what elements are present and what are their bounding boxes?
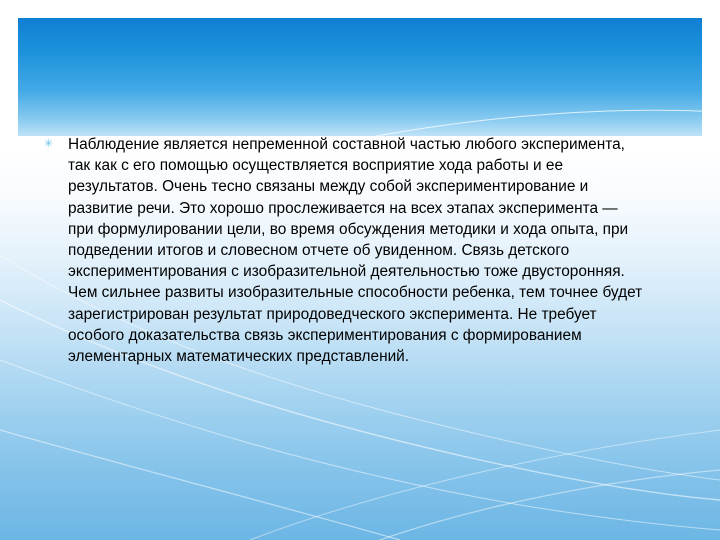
content-area — [44, 134, 644, 367]
wave-line — [0, 430, 400, 540]
asterisk-bullet-icon: ✳ — [44, 137, 54, 150]
body-text: Наблюдение является непременной составной частью любого эксперимента, так как с его помощью осуществляется восприятие хода работы и ее результатов. Очень тесно связаны между собой экспериментирование и развитие речи. Это хорошо прослеживается на всех этапах эксперимента — при формулировании цели, во время обсуждения методики и хода опыта, при подведении итогов и словесном отчете об увиденном. Связь детского экспериментирования с изобразительной деятельностью тоже двусторонняя. Чем сильнее развиты изобразительные способности ребенка, тем точнее будет зарегистрирован результат природоведческого эксперимента. Не требует особого доказательства связь экспериментирования с формированием элементарных математических представлений. — [68, 136, 643, 366]
wave-line — [380, 470, 720, 540]
wave-line — [0, 360, 720, 530]
bullet-item — [44, 134, 644, 367]
